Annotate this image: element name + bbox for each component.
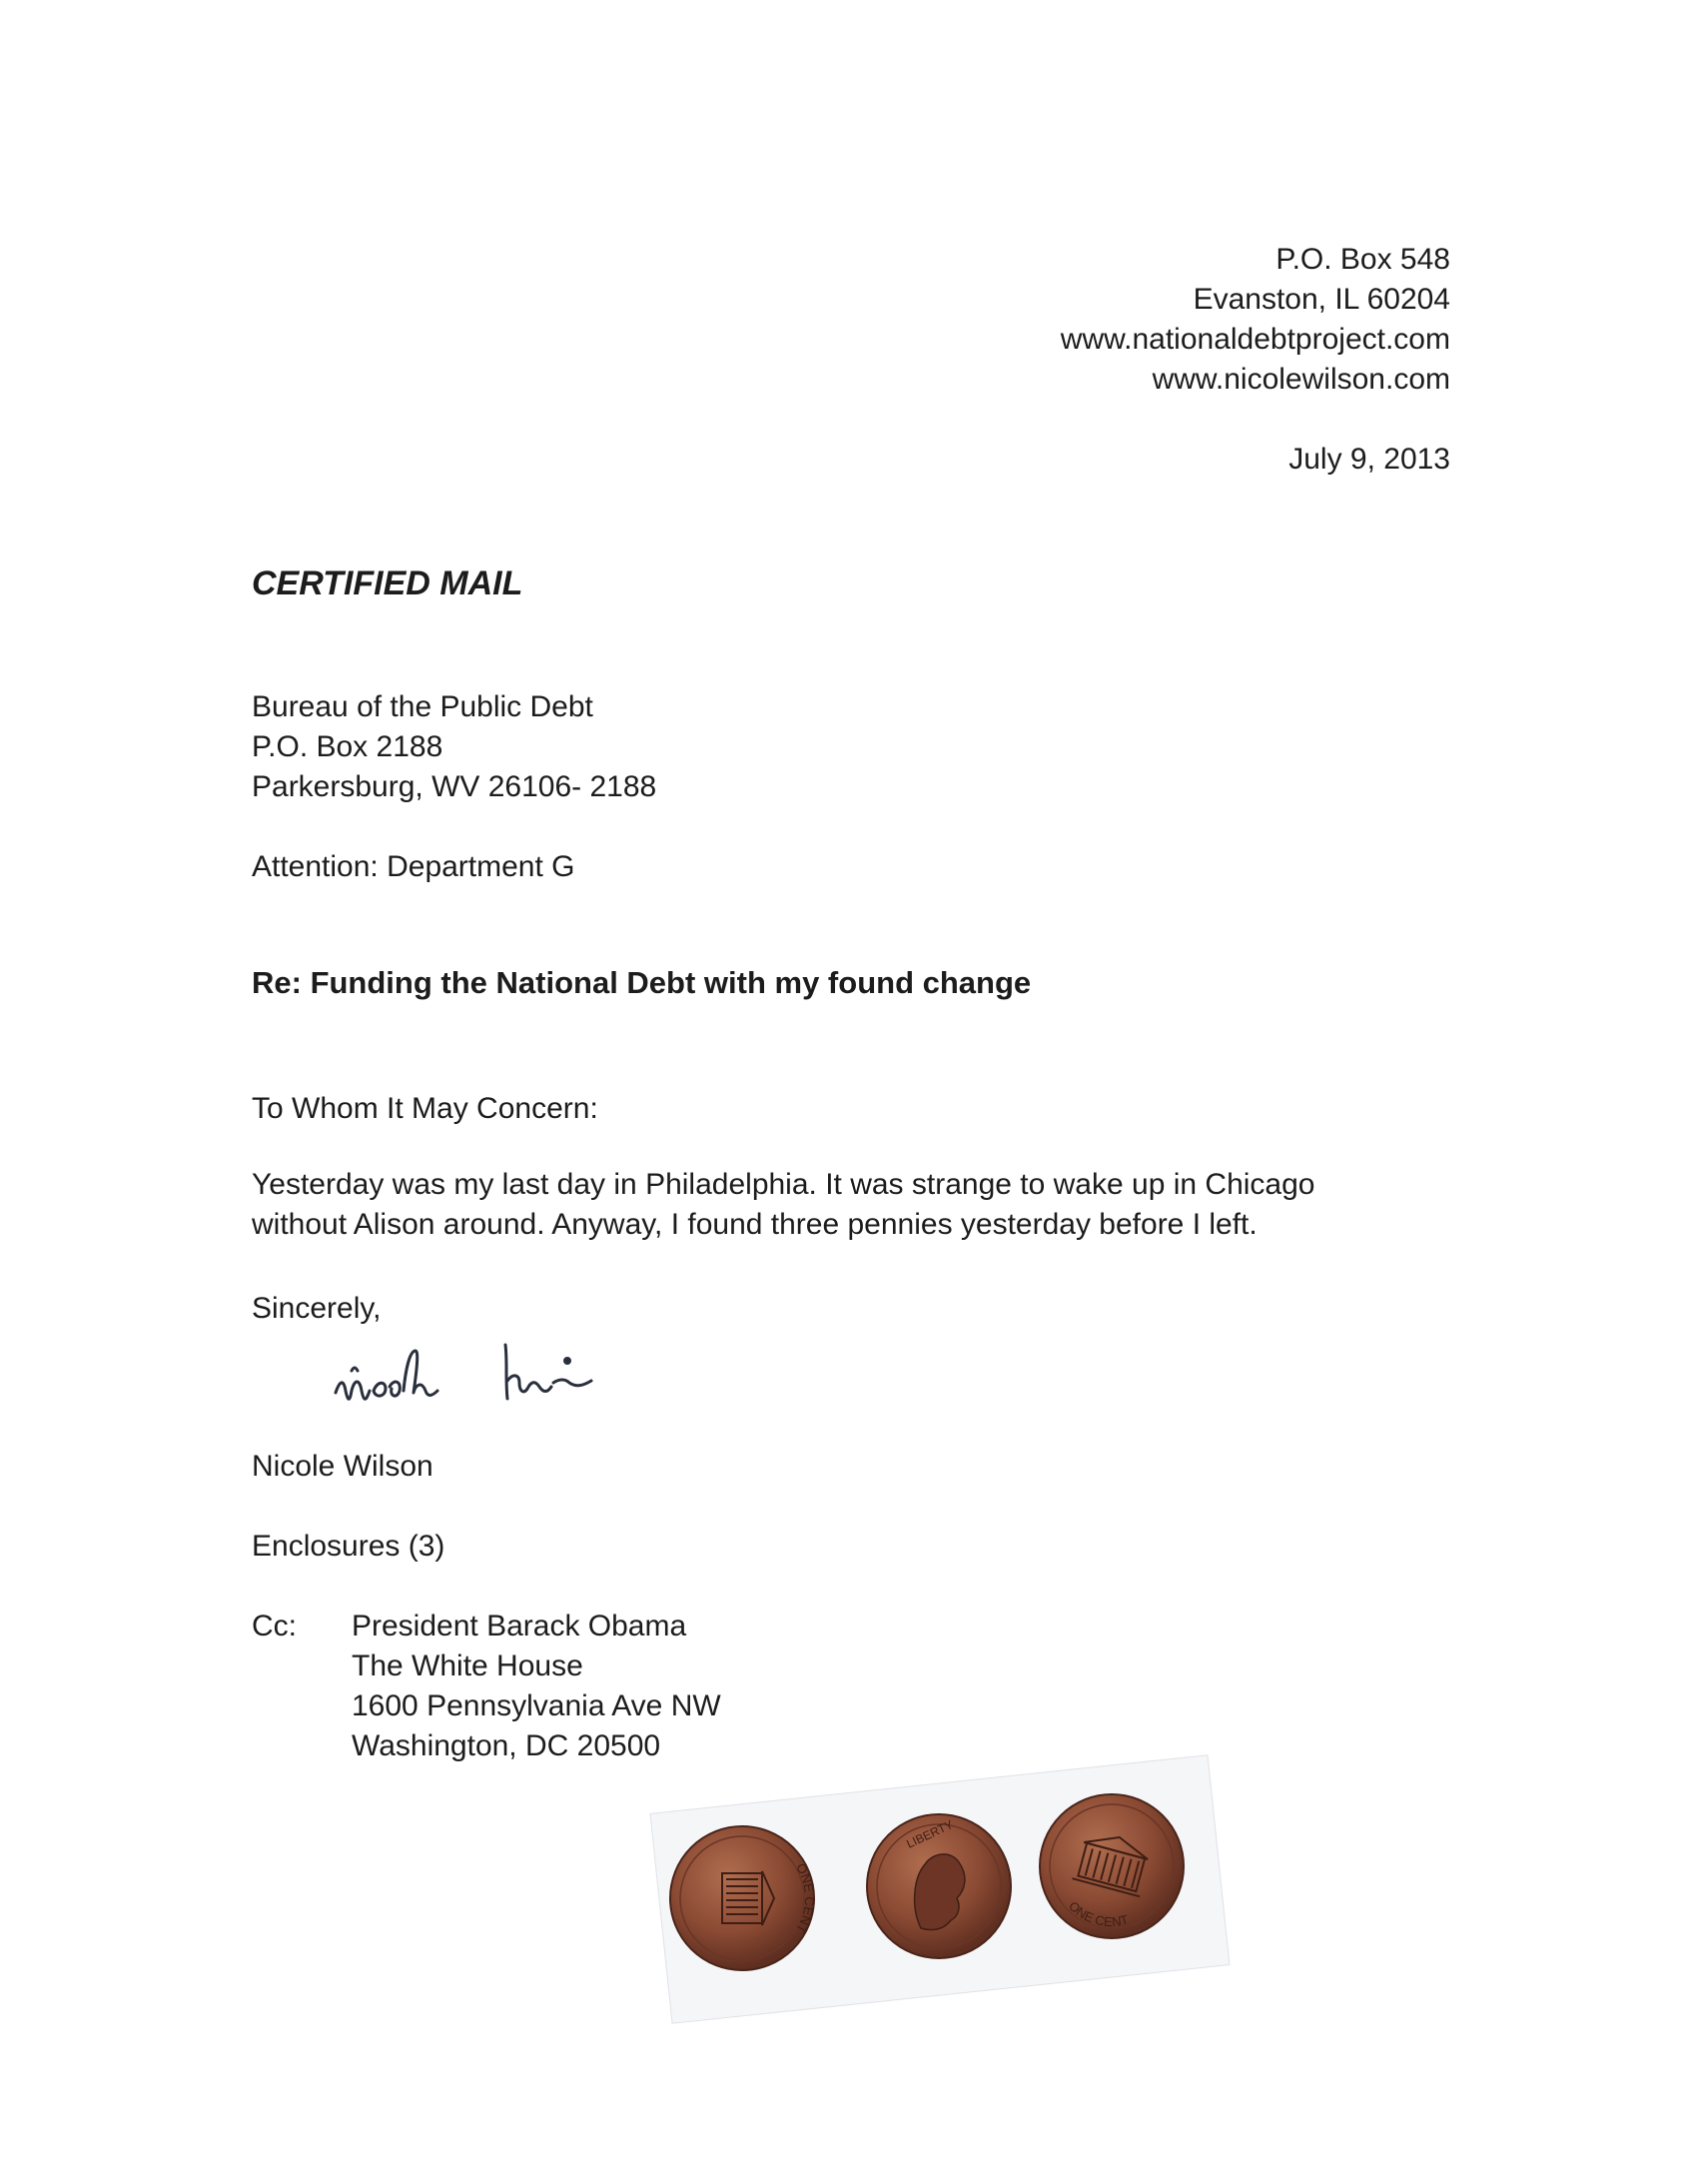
mail-type-heading: CERTIFIED MAIL bbox=[252, 564, 523, 602]
letter-body bbox=[252, 1165, 1314, 1245]
subject-line: Re: Funding the National Debt with my found change bbox=[252, 965, 1032, 1000]
penny-1 bbox=[670, 1826, 817, 1970]
cc-name: President Barack Obama bbox=[352, 1610, 687, 1642]
penny-3-text: ONE CENT bbox=[1066, 1897, 1131, 1930]
cc-building: The White House bbox=[352, 1649, 583, 1682]
enclosures-line: Enclosures (3) bbox=[252, 1530, 445, 1563]
sender-website-2: www.nicolewilson.com bbox=[1152, 363, 1450, 396]
penny-3 bbox=[1040, 1794, 1184, 1938]
signer-name: Nicole Wilson bbox=[252, 1450, 433, 1483]
body-line-1: Yesterday was my last day in Philadelphia. It was strange to wake up in Chicago bbox=[252, 1168, 1315, 1201]
sender-address bbox=[1061, 240, 1450, 400]
penny-1-text: ONE CENT bbox=[793, 1860, 818, 1936]
closing: Sincerely, bbox=[252, 1292, 382, 1325]
recipient-po-box: P.O. Box 2188 bbox=[252, 730, 443, 763]
cc-city: Washington, DC 20500 bbox=[352, 1729, 661, 1762]
sender-po-box: P.O. Box 548 bbox=[1275, 243, 1450, 276]
handwritten-signature bbox=[330, 1321, 749, 1431]
sender-website-1: www.nationaldebtproject.com bbox=[1060, 323, 1450, 356]
penny-2-text: LIBERTY bbox=[904, 1816, 956, 1851]
letter-date: July 9, 2013 bbox=[1288, 443, 1450, 476]
cc-label: Cc: bbox=[252, 1610, 297, 1642]
cc-address bbox=[352, 1607, 721, 1766]
enclosed-pennies bbox=[659, 1758, 1259, 2038]
sender-city: Evanston, IL 60204 bbox=[1193, 283, 1450, 316]
body-line-2: without Alison around. Anyway, I found three pennies yesterday before I left. bbox=[252, 1208, 1258, 1241]
recipient-city: Parkersburg, WV 26106- 2188 bbox=[252, 770, 657, 803]
attention-line: Attention: Department G bbox=[252, 850, 575, 883]
recipient-name: Bureau of the Public Debt bbox=[252, 690, 593, 723]
cc-street: 1600 Pennsylvania Ave NW bbox=[352, 1689, 721, 1722]
recipient-address bbox=[252, 687, 656, 807]
salutation: To Whom It May Concern: bbox=[252, 1092, 598, 1125]
penny-2 bbox=[867, 1814, 1011, 1958]
